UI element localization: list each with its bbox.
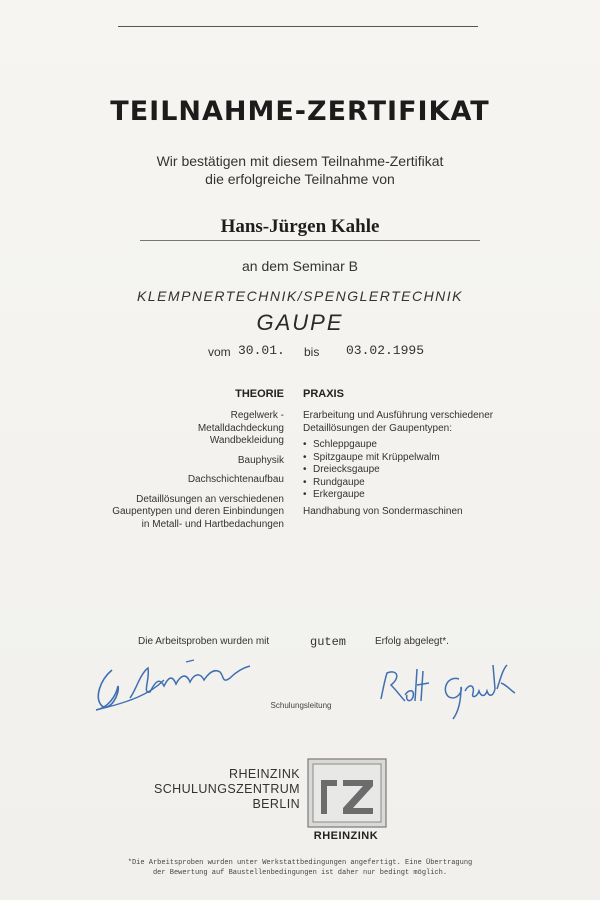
date-to-label: bis xyxy=(304,345,320,359)
result-suffix: Erfolg abgelegt*. xyxy=(375,636,449,647)
praxis-outro: Handhabung von Sondermaschinen xyxy=(303,505,463,517)
praxis-heading: PRAXIS xyxy=(303,388,344,400)
theorie-item-line: Wandbekleidung xyxy=(209,435,284,446)
theorie-item-line: Bauphysik xyxy=(237,454,284,466)
theorie-item-line: Detaillösungen an verschiedenen xyxy=(136,493,284,505)
theorie-item xyxy=(84,494,284,532)
praxis-bullet-label: Dreiecksgaupe xyxy=(313,464,380,475)
theorie-item xyxy=(84,410,284,448)
praxis-intro-2: Detaillösungen der Gaupentypen: xyxy=(303,422,452,434)
theorie-item-line: Gaupentypen und deren Einbindungen xyxy=(112,506,284,517)
footnote-line-1: *Die Arbeitsproben wurden unter Werkstattbedingungen angefertigt. Eine Übertragung xyxy=(127,859,473,867)
bullet-icon: • xyxy=(303,489,307,500)
praxis-bullet-label: Rundgaupe xyxy=(313,476,365,488)
theorie-item-line: Metalldachdeckung xyxy=(197,422,284,434)
bullet-icon: • xyxy=(303,451,307,463)
praxis-bullet-item xyxy=(303,452,543,465)
result-prefix: Die Arbeitsproben wurden mit xyxy=(138,636,270,647)
recipient-underline xyxy=(140,240,480,241)
theorie-item xyxy=(84,455,284,468)
date-from-label: vom xyxy=(208,345,231,359)
praxis-bullets xyxy=(303,439,543,502)
seminar-line: an dem Seminar B xyxy=(242,258,358,274)
praxis-list xyxy=(303,410,543,518)
signature-left xyxy=(90,650,260,715)
signature-right xyxy=(375,655,525,725)
theorie-item-line: Regelwerk - xyxy=(230,410,284,421)
date-from: 30.01. xyxy=(238,343,285,358)
rheinzink-logo xyxy=(307,758,387,828)
bullet-icon: • xyxy=(303,439,307,450)
praxis-intro-1: Erarbeitung und Ausführung verschiedener xyxy=(303,410,494,421)
theorie-list xyxy=(84,410,284,538)
company-line-2: SCHULUNGSZENTRUM xyxy=(154,782,300,796)
intro-text xyxy=(0,152,600,188)
theorie-item xyxy=(84,474,284,487)
footnote-line-2: der Bewertung auf Baustellenbedingungen ist daher nur bedingt möglich. xyxy=(152,869,448,877)
theorie-item-line: Dachschichtenaufbau xyxy=(187,474,284,485)
bullet-icon: • xyxy=(303,476,307,488)
result-value: gutem xyxy=(310,635,347,649)
certificate-title: TEILNAHME-ZERTIFIKAT xyxy=(110,96,490,127)
footnote xyxy=(0,858,600,878)
praxis-bullet-label: Spitzgaupe mit Krüppelwalm xyxy=(313,451,440,463)
signature-label: Schulungsleitung xyxy=(270,701,332,710)
top-rule xyxy=(118,26,478,27)
date-to: 03.02.1995 xyxy=(346,343,425,358)
theorie-item-line: in Metall- und Hartbedachungen xyxy=(141,518,284,530)
intro-line-1: Wir bestätigen mit diesem Teilnahme-Zertifikat xyxy=(156,153,444,169)
praxis-bullet-item xyxy=(303,439,543,452)
praxis-bullet-label: Schleppgaupe xyxy=(313,439,377,450)
praxis-bullet-label: Erkergaupe xyxy=(313,489,365,500)
intro-line-2: die erfolgreiche Teilnahme von xyxy=(205,171,395,187)
brand-name: RHEINZINK xyxy=(313,830,379,842)
company-name xyxy=(118,767,300,812)
company-line-3: BERLIN xyxy=(252,797,300,811)
praxis-bullet-item xyxy=(303,489,543,502)
praxis-bullet-item xyxy=(303,477,543,490)
recipient-name: Hans-Jürgen Kahle xyxy=(220,216,380,237)
company-line-1: RHEINZINK xyxy=(229,767,300,781)
discipline: KLEMPNERTECHNIK/SPENGLERTECHNIK xyxy=(136,288,464,304)
seminar-topic: GAUPE xyxy=(256,310,344,335)
praxis-bullet-item xyxy=(303,464,543,477)
theorie-heading: THEORIE xyxy=(235,388,284,400)
seminar-dates xyxy=(0,343,600,363)
bullet-icon: • xyxy=(303,464,307,475)
